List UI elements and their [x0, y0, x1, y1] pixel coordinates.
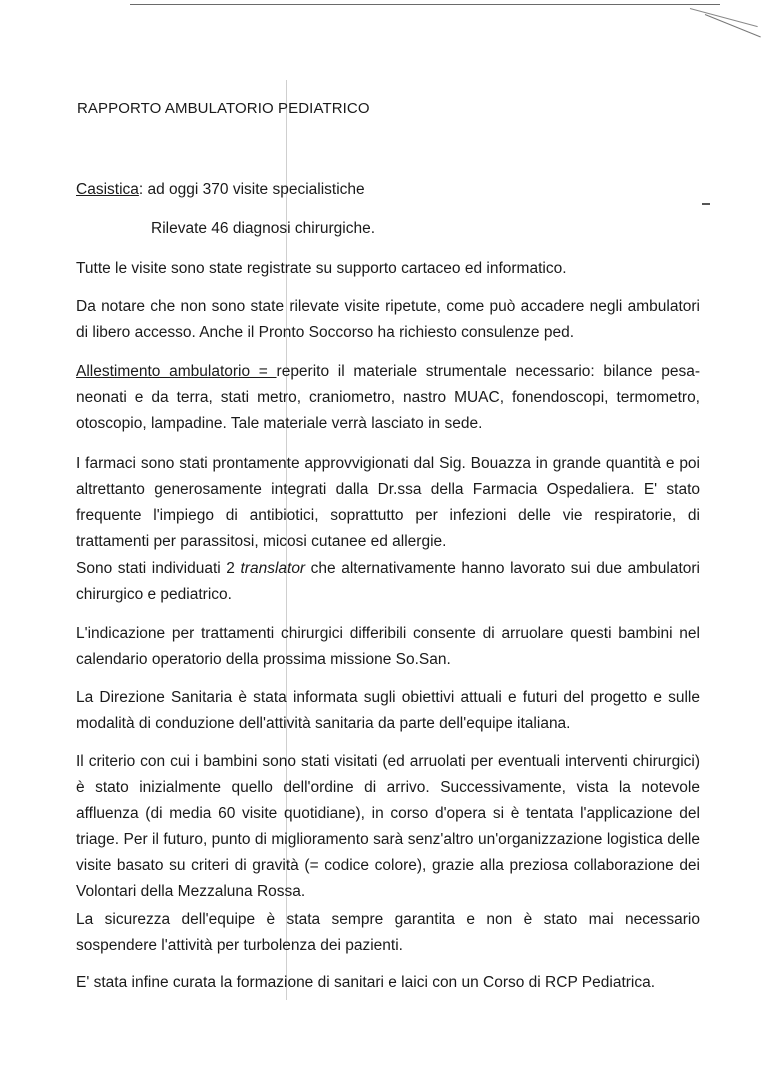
paragraph-criterio: Il criterio con cui i bambini sono stati visitati (ed arruolati per eventuali interventi chirurgici) è stato inizialmente quello dell'ordine di arrivo. Successivamente, vista la notevole affluenza (di media 60 visite quotidiane), in corso d'opera si è tentata l'applicazione del triage. Per il futuro, punto di miglioramento sarà senz'altro un'organizzazione logistica delle visite basato su criteri di gravità (= codice colore), grazie alla preziosa collaborazione dei Volontari della Mezzaluna Rossa.: [76, 753, 700, 900]
casistica-text: : ad oggi 370 visite specialistiche: [138, 181, 365, 198]
document-title: RAPPORTO AMBULATORIO PEDIATRICO: [77, 100, 370, 117]
scan-corner-mark-2: [690, 8, 758, 27]
allestimento-text: reperito il materiale strumentale necessario: bilance pesa-neonati e da terra, stati metro, craniometro, nastro MUAC, fonendoscopi, termometro, otoscopio, lampadine. Tale materiale verrà lasciato in sede.: [76, 363, 700, 432]
casistica-line-2: Rilevate 46 diagnosi chirurgiche.: [151, 220, 376, 237]
translator-italic: translator: [240, 560, 306, 577]
translator-after: che alternativamente hanno lavorato sui due ambulatori chirurgico e pediatrico.: [76, 560, 700, 603]
paragraph-sicurezza: La sicurezza dell'equipe è stata sempre garantita e non è stato mai necessario sospendere l'attività per turbolenza dei pazienti.: [76, 911, 700, 954]
paragraph-direzione: La Direzione Sanitaria è stata informata sugli obiettivi attuali e futuri del progetto e sulle modalità di conduzione dell'attività sanitaria da parte dell'equipe italiana.: [76, 689, 700, 732]
scan-speck: [702, 203, 710, 205]
paragraph-registrazione: Tutte le visite sono state registrate su supporto cartaceo ed informatico.: [76, 260, 567, 277]
paragraph-formazione: E' stata infine curata la formazione di sanitari e laici con un Corso di RCP Pediatrica.: [76, 974, 656, 991]
paragraph-translator: [76, 556, 700, 608]
paragraph-visite-ripetute: Da notare che non sono state rilevate visite ripetute, come può accadere negli ambulatori di libero accesso. Anche il Pronto Soccorso ha richiesto consulenze ped.: [76, 298, 700, 341]
paragraph-allestimento: [76, 359, 700, 437]
paragraph-farmaci: I farmaci sono stati prontamente approvvigionati dal Sig. Bouazza in grande quantità e poi altrettanto generosamente integrati dalla Dr.ssa della Farmacia Ospedaliera. E' stato frequente l'impiego di antibiotici, soprattutto per infezioni delle vie respiratorie, di trattamenti per parassitosi, micosi cutanee ed allergie.: [76, 455, 700, 550]
paragraph-indicazione: L'indicazione per trattamenti chirurgici differibili consente di arruolare questi bambini nel calendario operatorio della prossima missione So.San.: [76, 625, 700, 668]
allestimento-label: Allestimento ambulatorio =: [76, 363, 277, 380]
casistica-line: [76, 177, 700, 203]
translator-before: Sono stati individuati 2: [76, 560, 241, 577]
casistica-label: Casistica: [76, 181, 139, 198]
scan-edge-line: [130, 4, 720, 5]
